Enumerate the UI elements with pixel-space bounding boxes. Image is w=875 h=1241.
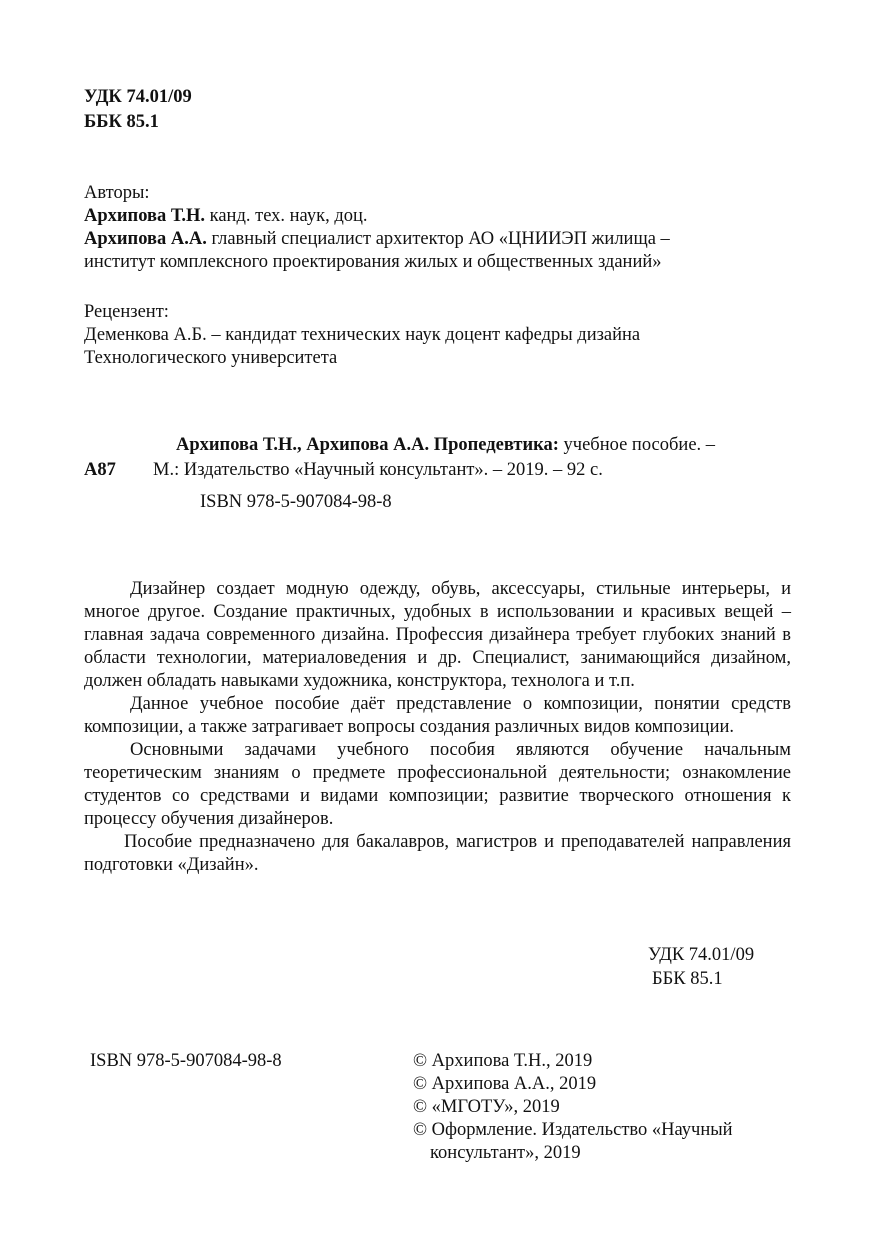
copyright-3: © «МГОТУ», 2019 <box>413 1097 560 1117</box>
author-2 <box>84 228 804 251</box>
copyright-4: © Оформление. Издательство «Научный <box>413 1120 733 1140</box>
catalog-isbn: ISBN 978-5-907084-98-8 <box>200 492 392 512</box>
footer-udk-code: УДК 74.01/09 <box>648 945 755 965</box>
author-1-role: канд. тех. наук, доц. <box>205 206 368 226</box>
catalog-title-bold: Архипова Т.Н., Архипова А.А. Пропедевтика: <box>176 435 559 455</box>
reviewer-label: Рецензент: <box>84 302 169 322</box>
copyright-block <box>413 1050 813 1165</box>
abstract-paragraph-4: Пособие предназначено для бакалавров, магистров и преподавателей направления подготовки «Дизайн». <box>84 832 791 875</box>
author-2-role: главный специалист архитектор АО «ЦНИИЭП жилища – <box>206 229 670 249</box>
catalog-code: А87 <box>84 460 116 480</box>
author-2-name: Архипова А.А. <box>84 229 207 249</box>
bbk-code: ББК 85.1 <box>84 112 159 132</box>
catalog-title <box>176 434 796 457</box>
abstract-paragraph-2: Данное учебное пособие даёт представление о композиции, понятии средств композиции, а также затрагивает вопросы создания различных видов композиции. <box>84 694 791 737</box>
udk-code: УДК 74.01/09 <box>84 87 192 107</box>
authors-block <box>84 182 804 274</box>
abstract-paragraph-1: Дизайнер создает модную одежду, обувь, аксессуары, стильные интерьеры, и многое другое. Создание практичных, удобных в использовании и красивых вещей – главная задача современного дизайна. Профессия дизайнера требует глубоких знаний в области технологии, материаловедения и др. Специалист, занимающийся дизайном, должен обладать навыками художника, конструктора, технолога и т.п. <box>84 579 791 691</box>
reviewer-line-2: Технологического университета <box>84 348 338 368</box>
authors-label: Авторы: <box>84 183 150 203</box>
author-2-role-cont: институт комплексного проектирования жилых и общественных зданий» <box>84 252 662 272</box>
reviewer-line-1: Деменкова А.Б. – кандидат технических наук доцент кафедры дизайна <box>84 325 641 345</box>
author-1-name: Архипова Т.Н. <box>84 206 205 226</box>
copyright-2: © Архипова А.А., 2019 <box>413 1074 597 1094</box>
bottom-isbn: ISBN 978-5-907084-98-8 <box>90 1051 282 1071</box>
author-1 <box>84 205 804 228</box>
catalog-publisher: М.: Издательство «Научный консультант». – 2019. – 92 с. <box>153 460 603 480</box>
reviewer-block <box>84 301 804 370</box>
footer-bbk-code: ББК 85.1 <box>652 969 723 989</box>
copyright-4-cont: консультант», 2019 <box>430 1143 581 1163</box>
copyright-1: © Архипова Т.Н., 2019 <box>413 1051 593 1071</box>
abstract-paragraph-3: Основными задачами учебного пособия являются обучение начальным теоретическим знаниям о предмете профессиональной деятельности; ознакомление студентов со средствами и видами композиции; развитие творческого отношения к процессу обучения дизайнеров. <box>84 740 791 829</box>
catalog-title-rest: учебное пособие. – <box>558 435 716 455</box>
abstract <box>84 578 791 877</box>
